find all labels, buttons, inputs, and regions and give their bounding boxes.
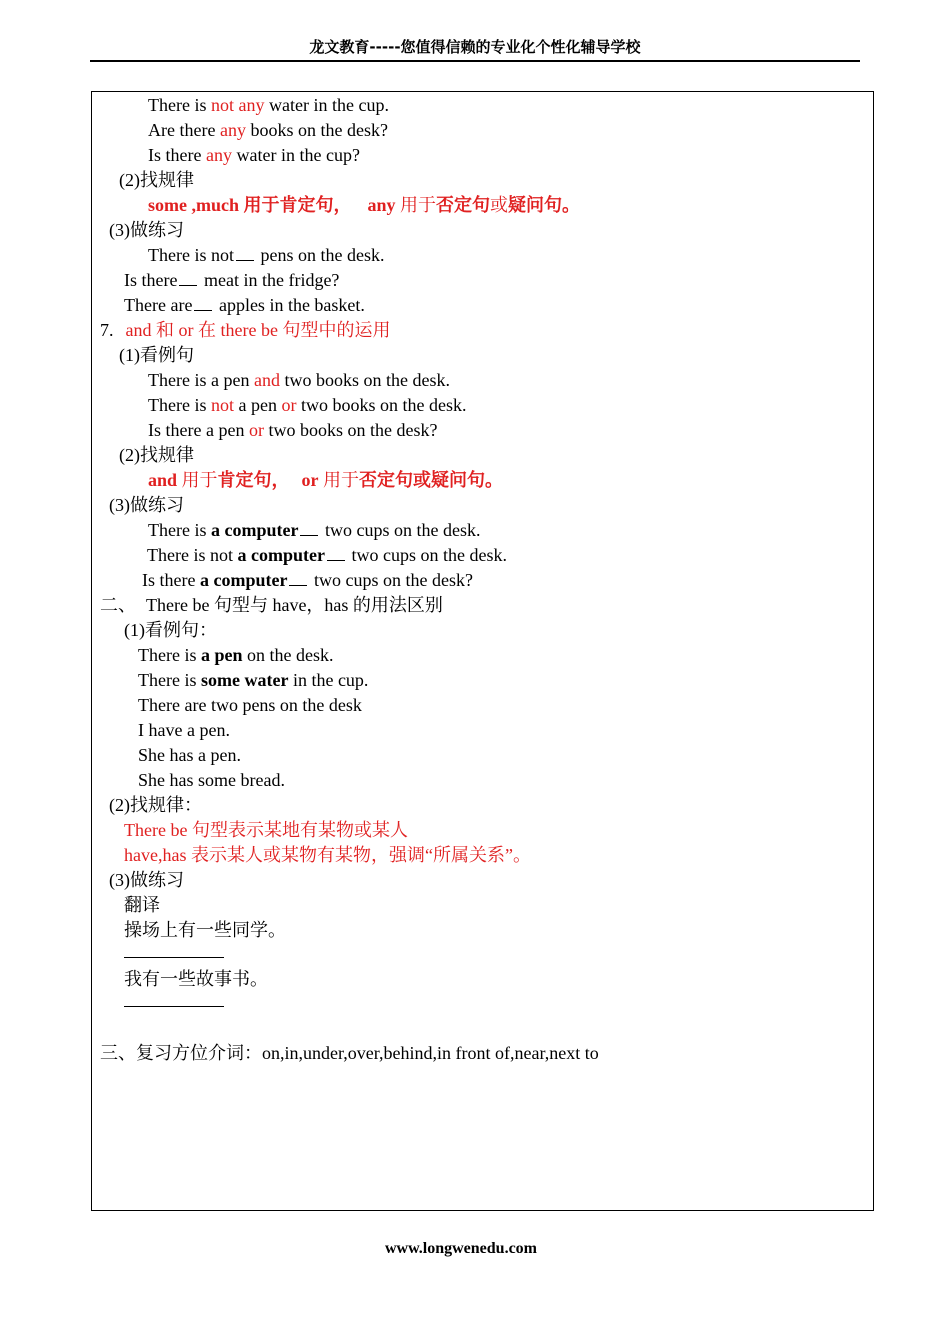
text: There is bbox=[148, 395, 211, 415]
text: 肯定句， bbox=[217, 470, 290, 490]
blank[interactable] bbox=[194, 298, 212, 311]
blank[interactable] bbox=[236, 248, 254, 261]
highlight: and bbox=[253, 370, 280, 390]
step-heading: (3)做练习 bbox=[109, 220, 184, 240]
section-title: There be 句型与 have，has 的用法区别 bbox=[146, 595, 443, 615]
text: on the desk. bbox=[242, 645, 334, 665]
rule-line: There be 句型表示某地有某物或某人 bbox=[124, 820, 408, 840]
text: two books on the desk. bbox=[296, 395, 467, 415]
text: Is there a pen bbox=[148, 420, 249, 440]
translation-prompt: 操场上有一些同学。 bbox=[124, 920, 286, 940]
text: 否定句或疑问句。 bbox=[359, 470, 504, 490]
text: There is a pen bbox=[148, 370, 254, 390]
text: books on the desk? bbox=[245, 120, 388, 140]
header-title: 龙文教育-----您值得信赖的专业化个性化辅导学校 bbox=[309, 38, 641, 56]
bold-text: a pen bbox=[200, 645, 243, 665]
example-line bbox=[148, 94, 389, 116]
rule-line: have,has 表示某人或某物有某物，强调“所属关系”。 bbox=[124, 845, 531, 865]
text: There is bbox=[148, 520, 211, 540]
exercise-line bbox=[148, 519, 480, 541]
text: Is there bbox=[142, 570, 200, 590]
text: There is not bbox=[148, 245, 234, 265]
highlight: not any bbox=[210, 95, 265, 115]
text: pens on the desk. bbox=[255, 245, 385, 265]
section-heading bbox=[100, 594, 443, 616]
text: two cups on the desk. bbox=[320, 520, 481, 540]
text: in the cup. bbox=[288, 670, 369, 690]
text: some ,much 用于肯定句， bbox=[148, 195, 352, 215]
section-number: 二、 bbox=[100, 595, 136, 615]
step-heading: (3)做练习 bbox=[109, 495, 184, 515]
text: There is not bbox=[147, 545, 238, 565]
example-line: There are two pens on the desk bbox=[138, 695, 362, 715]
highlight: or bbox=[281, 395, 297, 415]
bold-text: a computer bbox=[199, 570, 288, 590]
header-rule bbox=[90, 60, 860, 62]
text: 或 bbox=[490, 195, 509, 215]
text: Is there bbox=[148, 145, 206, 165]
text: There is bbox=[138, 670, 201, 690]
example-line bbox=[148, 419, 437, 441]
exercise-line bbox=[124, 269, 339, 291]
translation-prompt: 我有一些故事书。 bbox=[124, 969, 268, 989]
section-title: and 和 or 在 there be 句型中的运用 bbox=[125, 320, 391, 340]
exercise-line bbox=[148, 244, 384, 266]
text: 用于 bbox=[318, 470, 360, 490]
text: two books on the desk. bbox=[279, 370, 450, 390]
text: two cups on the desk? bbox=[309, 570, 473, 590]
highlight: any bbox=[205, 145, 232, 165]
exercise-line bbox=[147, 544, 507, 566]
answer-line[interactable] bbox=[124, 957, 224, 958]
highlight: or bbox=[248, 420, 264, 440]
exercise-label: 翻译 bbox=[124, 895, 160, 915]
example-line: She has a pen. bbox=[138, 745, 241, 765]
step-heading: (1)看例句 bbox=[119, 345, 194, 365]
bold-text: a computer bbox=[210, 520, 299, 540]
text: a pen bbox=[234, 395, 282, 415]
text: 疑问句。 bbox=[508, 195, 581, 215]
step-heading: (1)看例句： bbox=[124, 620, 217, 640]
bold-text: some water bbox=[200, 670, 289, 690]
example-line bbox=[148, 144, 360, 166]
text: and bbox=[148, 470, 178, 490]
example-line bbox=[138, 669, 368, 691]
step-heading: (2)找规律： bbox=[109, 795, 202, 815]
example-line bbox=[148, 369, 450, 391]
text: or bbox=[301, 470, 319, 490]
example-line bbox=[138, 644, 333, 666]
step-heading: (3)做练习 bbox=[109, 870, 184, 890]
rule-line bbox=[148, 469, 503, 491]
text: Is there bbox=[124, 270, 178, 290]
blank[interactable] bbox=[179, 273, 197, 286]
highlight: not bbox=[210, 395, 234, 415]
blank[interactable] bbox=[289, 573, 307, 586]
text: 用于 bbox=[177, 470, 218, 490]
answer-line[interactable] bbox=[124, 1006, 224, 1007]
text: any bbox=[367, 195, 396, 215]
text: water in the cup. bbox=[264, 95, 389, 115]
example-line: She has some bread. bbox=[138, 770, 285, 790]
text: There is bbox=[138, 645, 201, 665]
example-line bbox=[148, 119, 388, 141]
text: apples in the basket. bbox=[214, 295, 365, 315]
text: two cups on the desk. bbox=[346, 545, 507, 565]
exercise-line bbox=[124, 294, 365, 316]
example-line: I have a pen. bbox=[138, 720, 230, 740]
text: meat in the fridge? bbox=[199, 270, 340, 290]
bold-text: a computer bbox=[237, 545, 325, 565]
text: 用于 bbox=[395, 195, 437, 215]
example-line bbox=[148, 394, 466, 416]
text: Are there bbox=[148, 120, 220, 140]
section-heading bbox=[100, 319, 390, 341]
section-heading: 三、复习方位介词：on,in,under,over,behind,in front of,near,next to bbox=[100, 1043, 599, 1063]
step-heading: (2)找规律 bbox=[119, 170, 194, 190]
blank[interactable] bbox=[327, 548, 345, 561]
text: 否定句 bbox=[436, 195, 491, 215]
text: There are bbox=[124, 295, 193, 315]
footer-url: www.longwenedu.com bbox=[384, 1240, 537, 1257]
section-number: 7. bbox=[100, 320, 114, 340]
text: two books on the desk? bbox=[263, 420, 438, 440]
rule-line bbox=[148, 194, 580, 216]
text: water in the cup? bbox=[231, 145, 360, 165]
highlight: any bbox=[219, 120, 246, 140]
exercise-line bbox=[142, 569, 473, 591]
step-heading: (2)找规律 bbox=[119, 445, 194, 465]
text: There is bbox=[148, 95, 211, 115]
blank[interactable] bbox=[300, 523, 318, 536]
